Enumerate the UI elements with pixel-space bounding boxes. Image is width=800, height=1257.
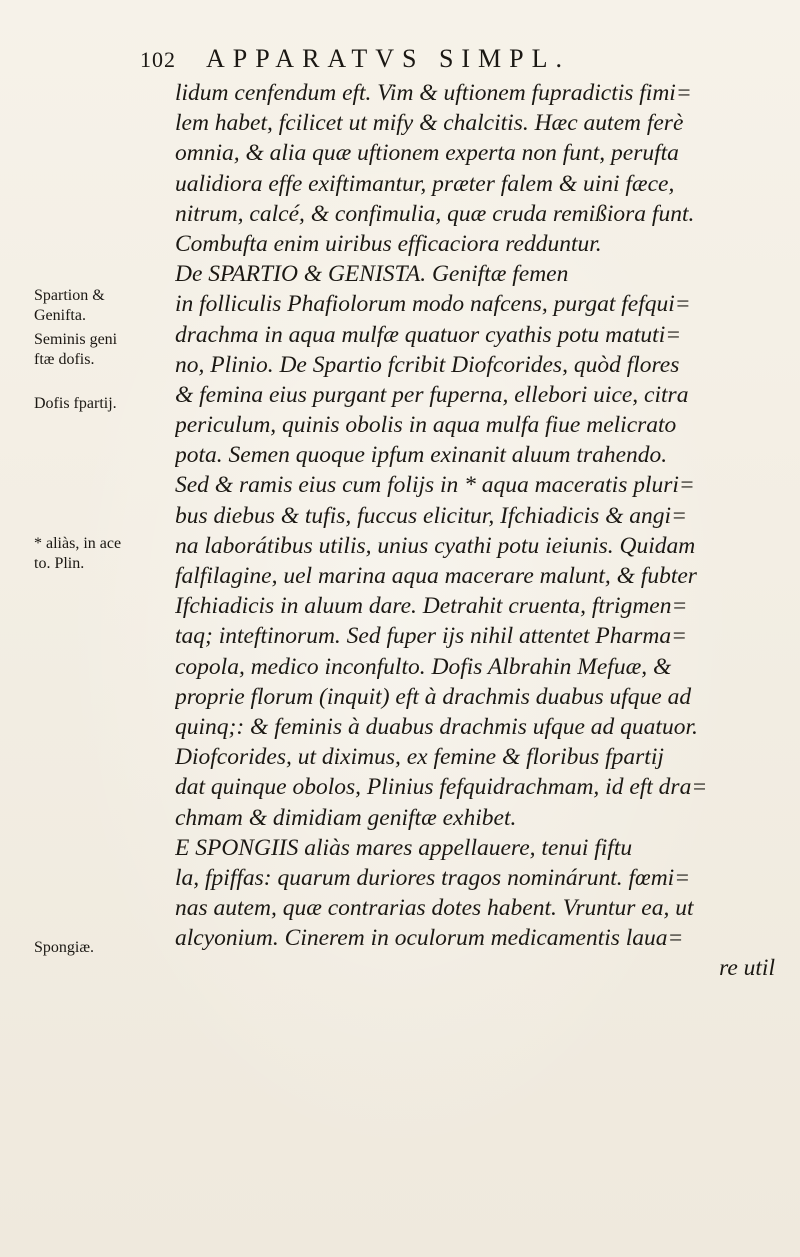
text-line: periculum, quinis obolis in aqua mulfa fiue melicrato bbox=[175, 412, 677, 439]
text-line: pota. Semen quoque ipfum exinanit aluum trahendo. bbox=[175, 442, 668, 469]
text-line: De SPARTIO & GENISTA. Geniftæ femen bbox=[175, 261, 569, 288]
margin-note-seminis bbox=[34, 330, 174, 370]
margin-line: Spongiæ. bbox=[34, 939, 95, 956]
text-line: lidum cenfendum eft. Vim & uftionem fupradictis fimi= bbox=[175, 80, 692, 106]
running-title: APPARATVS SIMPL. bbox=[206, 44, 571, 73]
margin-line: to. Plin. bbox=[34, 555, 85, 572]
text-line: taq; inteftinorum. Sed fuper ijs nihil attentet Pharma= bbox=[175, 623, 687, 650]
main-text bbox=[175, 78, 775, 984]
margin-note-dosis-spartij bbox=[34, 394, 174, 414]
text-line: Diofcorides, ut diximus, ex femine & floribus fpartij bbox=[175, 744, 664, 771]
margin-note-spartion bbox=[34, 286, 174, 326]
text-line: dat quinque obolos, Plinius fefquidrachmam, id eft dra= bbox=[175, 774, 708, 801]
margin-note-spongiae bbox=[34, 938, 174, 958]
margin-note-alias bbox=[34, 534, 174, 574]
page-number: 102 bbox=[140, 47, 176, 72]
text-line-last: re util bbox=[719, 955, 775, 982]
text-line: copola, medico inconfulto. Dofis Albrahin Mefuæ, & bbox=[175, 653, 672, 680]
text-line: la, fpiffas: quarum duriores tragos nominárunt. fœmi= bbox=[175, 864, 691, 891]
text-line: proprie florum (inquit) eft à drachmis duabus ufque ad bbox=[175, 683, 692, 710]
text-line: nitrum, calcé, & confimulia, quæ cruda remißiora funt. bbox=[175, 200, 695, 227]
text-line: in folliculis Phafiolorum modo nafcens, purgat fefqui= bbox=[175, 291, 691, 318]
margin-line: Seminis geni bbox=[34, 331, 118, 348]
text-line: na laborátibus utilis, unius cyathi potu ieiunis. Quidam bbox=[175, 532, 696, 559]
text-line: drachma in aqua mulfæ quatuor cyathis potu matuti= bbox=[175, 321, 682, 348]
text-line: chmam & dimidiam geniftæ exhibet. bbox=[175, 804, 517, 831]
text-line: Ifchiadicis in aluum dare. Detrahit cruenta, ftrigmen= bbox=[175, 593, 688, 620]
text-line: no, Plinio. De Spartio fcribit Diofcorides, quòd flores bbox=[175, 351, 680, 378]
text-line: quinq;: & feminis à duabus drachmis ufque ad quatuor. bbox=[175, 713, 698, 740]
text-line: ualidiora effe exiftimantur, præter falem & uini fæce, bbox=[175, 170, 675, 197]
text-line: omnia, & alia quæ uftionem experta non funt, perufta bbox=[175, 140, 679, 167]
margin-line: * aliàs, in ace bbox=[34, 535, 122, 552]
text-line: nas autem, quæ contrarias dotes habent. Vruntur ea, ut bbox=[175, 895, 694, 922]
margin-line: ftæ dofis. bbox=[34, 351, 95, 368]
margin-line: Spartion & bbox=[34, 287, 105, 304]
text-line: E SPONGIIS aliàs mares appellauere, tenui fiftu bbox=[175, 834, 633, 861]
margin-line: Genifta. bbox=[34, 307, 86, 324]
text-line: lem habet, fcilicet ut mify & chalcitis. Hæc autem ferè bbox=[175, 110, 684, 137]
margin-line: Dofis fpartij. bbox=[34, 395, 117, 412]
text-line: bus diebus & tufis, fuccus elicitur, Ifchiadicis & angi= bbox=[175, 502, 687, 529]
text-line: Combufta enim uiribus efficaciora redduntur. bbox=[175, 230, 602, 257]
text-line: & femina eius purgant per fuperna, ellebori uice, citra bbox=[175, 381, 689, 408]
text-line: Sed & ramis eius cum folijs in * aqua maceratis pluri= bbox=[175, 472, 695, 499]
text-line: falfilagine, uel marina aqua macerare malunt, & fubter bbox=[175, 563, 697, 589]
text-line: alcyonium. Cinerem in oculorum medicamentis laua= bbox=[175, 925, 684, 952]
